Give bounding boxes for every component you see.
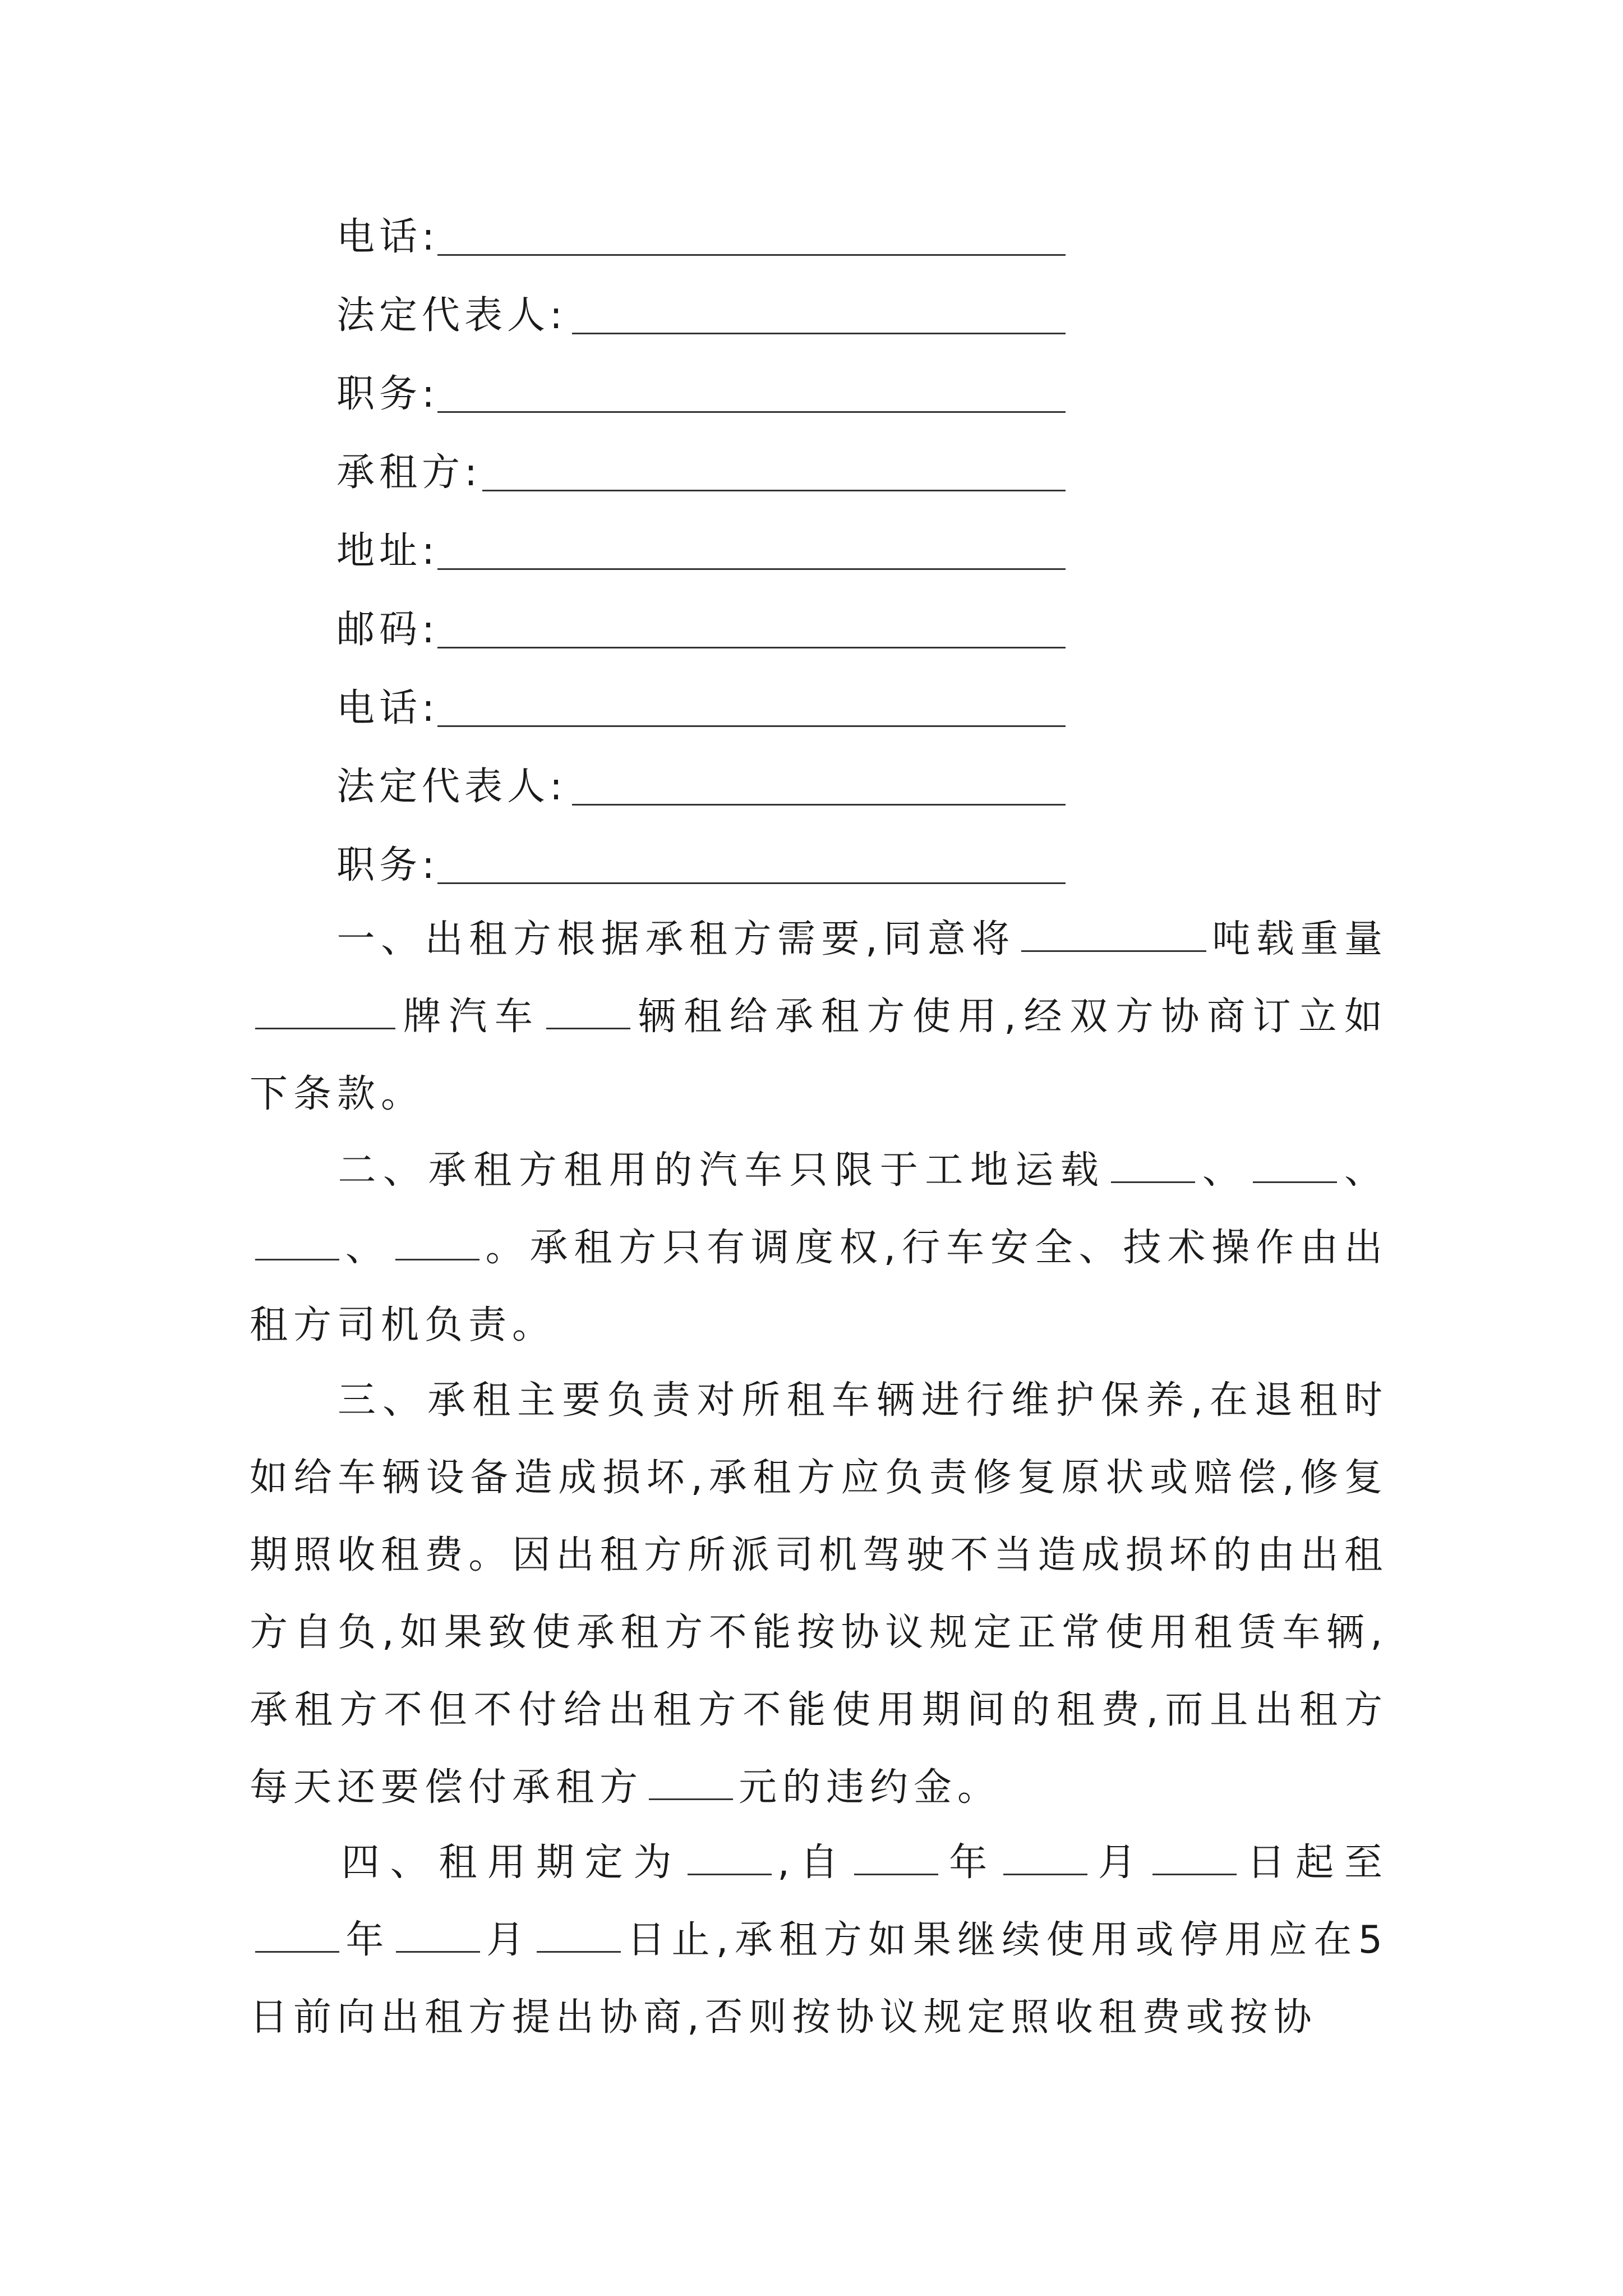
start-month-blank[interactable]: [1003, 1841, 1087, 1875]
field-label: 电话:: [336, 215, 439, 259]
position-field-2[interactable]: [336, 835, 439, 896]
address-field[interactable]: [336, 521, 439, 582]
penalty-amount-blank[interactable]: [649, 1766, 733, 1800]
legal-representative-field-1[interactable]: [336, 285, 567, 347]
field-label: 职务:: [336, 372, 439, 416]
month-label: 月: [1093, 1841, 1147, 1885]
legal-representative-field-2[interactable]: [336, 756, 567, 818]
field-blank-line: [482, 490, 1066, 491]
lease-term-blank[interactable]: [688, 1841, 772, 1875]
tonnage-blank[interactable]: [1021, 918, 1206, 952]
clause-4-text-a: 四、租用期定为: [336, 1841, 683, 1885]
month-label: 月: [485, 1918, 531, 1962]
clause-1-text-d: 辆租给承租方使用,经双方协商订立如下条款。: [250, 995, 1388, 1116]
clause-4: [250, 1824, 1388, 2056]
clause-2: [250, 1132, 1388, 1364]
position-field-1[interactable]: [336, 364, 439, 425]
field-label: 承租方:: [336, 450, 482, 495]
phone-field-2[interactable]: [336, 678, 439, 739]
clause-2-sep: 、: [345, 1226, 390, 1270]
field-blank-line: [572, 804, 1066, 806]
brand-blank[interactable]: [255, 995, 395, 1029]
lessee-field[interactable]: [336, 442, 482, 504]
end-month-blank[interactable]: [396, 1918, 480, 1953]
clause-4-text-b: ,自: [777, 1841, 849, 1885]
field-blank-line: [437, 647, 1066, 648]
vehicle-count-blank[interactable]: [546, 995, 630, 1029]
clause-2-text-b: 。承租方只有调度权,行车安全、技术操作由出租方司机负责。: [250, 1226, 1388, 1347]
clause-1-text-b: 吨载重量: [1211, 917, 1388, 961]
end-day-blank[interactable]: [537, 1918, 621, 1953]
field-label: 职务:: [336, 843, 439, 887]
field-label: 地址:: [336, 529, 439, 573]
clause-2-sep: 、: [1201, 1148, 1248, 1193]
cargo-blank-2[interactable]: [1253, 1149, 1337, 1183]
clause-1: [250, 901, 1388, 1133]
clause-3-text-b: 元的违约金。: [739, 1765, 1002, 1810]
field-label: 电话:: [336, 686, 439, 730]
field-label: 邮码:: [336, 608, 439, 652]
cargo-blank-3[interactable]: [255, 1226, 339, 1260]
clause-4-day-from: 日起至: [1242, 1841, 1388, 1885]
clause-3: [250, 1362, 1388, 1826]
clause-2-sep: 、: [1343, 1148, 1388, 1193]
year-label: 年: [345, 1918, 390, 1962]
field-blank-line: [437, 568, 1066, 570]
field-label: 法定代表人:: [336, 765, 567, 809]
postcode-field[interactable]: [336, 599, 439, 661]
clause-4-day-to: 日止,承租方如果继续使用或停用应在5日前向出租方提出协商,否则按协议规定照收租费或按协: [250, 1918, 1388, 2040]
year-label: 年: [944, 1841, 998, 1885]
phone-field-1[interactable]: [336, 206, 439, 268]
field-blank-line: [437, 411, 1066, 413]
field-blank-line: [437, 725, 1066, 727]
clause-1-text-c: 牌汽车: [401, 995, 541, 1039]
cargo-blank-1[interactable]: [1111, 1149, 1195, 1183]
start-day-blank[interactable]: [1152, 1841, 1237, 1875]
cargo-blank-4[interactable]: [395, 1226, 479, 1260]
field-blank-line: [437, 882, 1066, 884]
clause-2-text-a: 二、承租方租用的汽车只限于工地运载: [336, 1148, 1106, 1193]
start-year-blank[interactable]: [854, 1841, 938, 1875]
field-blank-line: [437, 254, 1066, 256]
field-blank-line: [572, 333, 1066, 334]
end-year-blank[interactable]: [255, 1918, 339, 1953]
clause-1-text-a: 一、出租方根据承租方需要,同意将: [336, 917, 1016, 961]
field-label: 法定代表人:: [336, 293, 567, 338]
clause-3-text-a: 三、承租主要负责对所租车辆进行维护保养,在退租时如给车辆设备造成损坏,承租方应负责修复原状或赔偿,修复期照收租费。因出租方所派司机驾驶不当造成损坏的由出租方自负,如果致使承租方不能按协议规定正常使用租赁车辆,承租方不但不付给出租方不能使用期间的租费,而且出租方每天还要偿付承租方: [250, 1378, 1388, 1810]
